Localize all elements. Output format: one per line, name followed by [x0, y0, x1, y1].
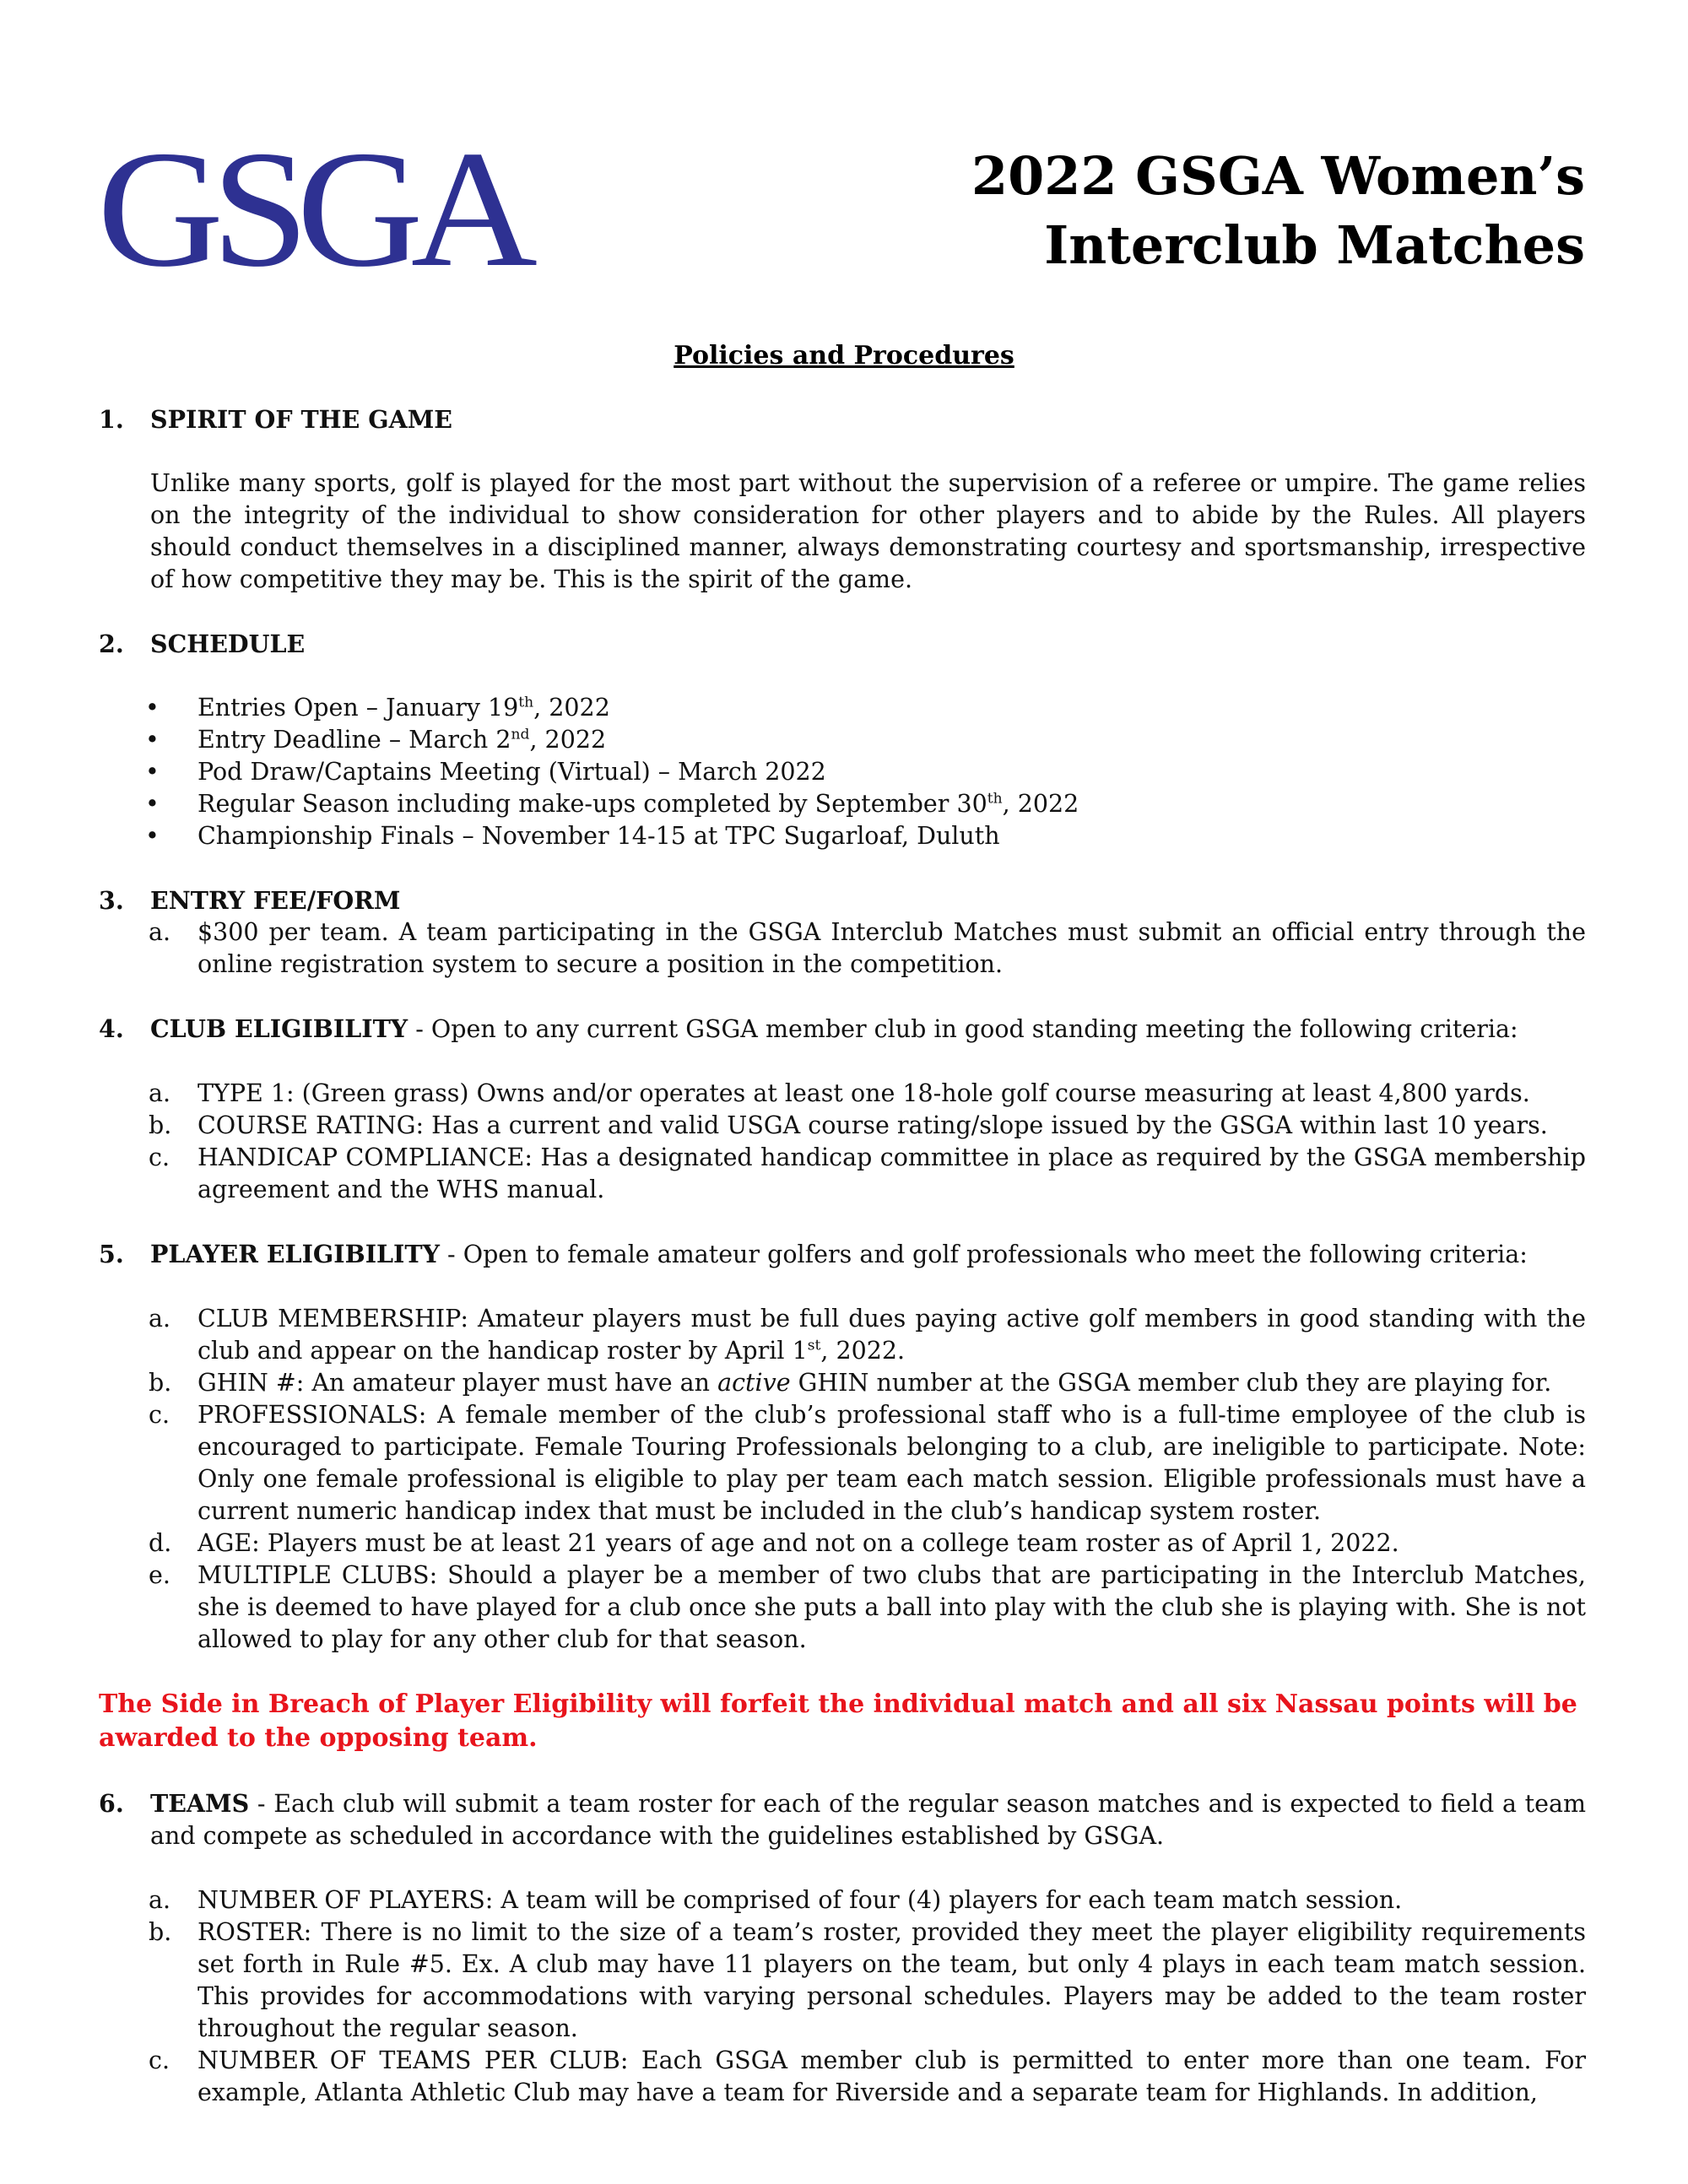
item-text-end: , 2022. — [820, 1337, 906, 1365]
section-club-eligibility — [99, 1013, 1586, 1206]
ordinal-suffix: nd — [511, 726, 530, 743]
item-text: NUMBER OF TEAMS PER CLUB: Each GSGA member club is permitted to enter more than one team. For example, Atlanta Athletic Club may have a team for Riverside and a separate team for Highlands. In addition, — [197, 2046, 1586, 2106]
item-text: Entry Deadline – March 2 — [197, 726, 511, 754]
section-teams — [99, 1787, 1586, 2109]
list-item — [145, 820, 1586, 852]
item-letter: b. — [149, 1111, 172, 1139]
bullet-icon: • — [145, 726, 160, 754]
item-letter: d. — [149, 1529, 172, 1557]
list-item — [149, 1399, 1586, 1527]
bullet-icon: • — [145, 790, 160, 818]
item-text: Regular Season including make-ups completed by September 30 — [197, 790, 987, 818]
section-title: PLAYER ELIGIBILITY — [150, 1240, 440, 1268]
bullet-icon: • — [145, 758, 160, 786]
list-item — [149, 1916, 1586, 2045]
eligibility-warning: The Side in Breach of Player Eligibility will forfeit the individual match and all six Nassau points will be awarded to the opposing team. — [99, 1689, 1577, 1753]
entry-fee-list — [149, 916, 1586, 981]
gsga-logo: GSGA — [97, 116, 526, 301]
item-text: Entries Open – January 19 — [197, 694, 519, 722]
list-item — [149, 1884, 1586, 1916]
list-item — [149, 1078, 1586, 1110]
list-item — [145, 724, 1586, 756]
item-text: HANDICAP COMPLIANCE: Has a designated handicap committee in place as required by the GSGA membership agreement and the WHS manual. — [197, 1143, 1586, 1203]
section-title: TEAMS — [150, 1789, 250, 1818]
ordinal-suffix: th — [987, 790, 1003, 808]
list-item — [149, 1560, 1586, 1656]
item-letter: a. — [149, 1886, 171, 1914]
section-paragraph: Unlike many sports, golf is played for the most part without the supervision of a referee or umpire. The game relies on the integrity of the individual to show consideration for other players and to abide by the Rules. All players should conduct themselves in a disciplined manner, always demonstrating courtesy and sportsmanship, irrespective of how competitive they may be. This is the spirit of the game. — [150, 469, 1586, 593]
item-letter: e. — [149, 1561, 170, 1589]
bullet-icon: • — [145, 694, 160, 722]
list-item — [145, 788, 1586, 820]
item-text: NUMBER OF PLAYERS: A team will be comprised of four (4) players for each team match session. — [197, 1886, 1403, 1914]
list-item — [145, 756, 1586, 788]
emphasis: active — [717, 1369, 791, 1397]
section-heading — [99, 1787, 1586, 1852]
item-text-start: CLUB MEMBERSHIP: Amateur players must be full dues paying active golf members in good standing with the club and appear on the handicap roster by April 1 — [197, 1305, 1586, 1365]
section-number: 6. — [99, 1789, 124, 1818]
item-text: $300 per team. A team participating in the GSGA Interclub Matches must submit an official entry through the online registration system to secure a position in the competition. — [197, 918, 1586, 978]
item-letter: a. — [149, 1305, 171, 1333]
section-entry-fee — [99, 884, 1586, 981]
item-letter: a. — [149, 918, 171, 946]
section-spirit-of-the-game — [99, 403, 1586, 596]
section-heading — [99, 1013, 1586, 1046]
section-heading — [99, 884, 1586, 916]
list-item — [149, 1303, 1586, 1367]
club-eligibility-list — [149, 1078, 1586, 1206]
section-lead: - Open to female amateur golfers and golf professionals who meet the following criteria: — [439, 1241, 1528, 1268]
list-item — [149, 1527, 1586, 1560]
section-heading — [99, 628, 1586, 660]
section-number: 2. — [99, 630, 124, 658]
item-text — [197, 1367, 1586, 1399]
section-number: 4. — [99, 1014, 124, 1043]
section-title: ENTRY FEE/FORM — [150, 886, 401, 915]
item-text: Pod Draw/Captains Meeting (Virtual) – March 2022 — [197, 758, 826, 786]
item-text-end: , 2022 — [529, 726, 607, 754]
title-line-2: Interclub Matches — [1044, 214, 1585, 276]
list-item — [149, 1110, 1586, 1142]
section-number: 5. — [99, 1240, 124, 1268]
section-title: SPIRIT OF THE GAME — [150, 405, 452, 434]
title-line-1: 2022 GSGA Women’s — [971, 145, 1585, 207]
section-heading — [99, 403, 1586, 435]
schedule-list — [145, 692, 1586, 852]
item-letter: b. — [149, 1369, 172, 1397]
document-body — [99, 403, 1586, 2109]
item-text: COURSE RATING: Has a current and valid USGA course rating/slope issued by the GSGA within last 10 years. — [197, 1111, 1548, 1139]
item-letter: a. — [149, 1079, 171, 1107]
list-item — [149, 916, 1586, 981]
ordinal-suffix: th — [518, 694, 534, 711]
section-lead: - Open to any current GSGA member club in good standing meeting the following criteria: — [408, 1015, 1518, 1043]
item-letter: c. — [149, 1143, 170, 1171]
list-item — [149, 1367, 1586, 1399]
item-letter: c. — [149, 1401, 170, 1429]
section-title: CLUB ELIGIBILITY — [150, 1014, 408, 1043]
section-number: 3. — [99, 886, 124, 915]
teams-list — [149, 1884, 1586, 2109]
ordinal-suffix: st — [807, 1337, 821, 1354]
item-text: ROSTER: There is no limit to the size of a team’s roster, provided they meet the player eligibility requirements set forth in Rule #5. Ex. A club may have 11 players on the team, but only 4 plays in each team match session. This provides for accommodations with varying personal schedules. Players may be added to the team roster throughout the regular season. — [197, 1918, 1586, 2042]
item-text: PROFESSIONALS: A female member of the club’s professional staff who is a full-time employee of the club is encouraged to participate. Female Touring Professionals belonging to a club, are ineligible to participate. Note: Only one female professional is eligible to play per team each match session. Eligible professionals must have a current numeric handicap index that must be included in the club’s handicap system roster. — [197, 1401, 1586, 1525]
item-text-end: , 2022 — [1002, 790, 1079, 818]
item-text-end: GHIN number at the GSGA member club they are playing for. — [790, 1369, 1552, 1397]
policies-heading: Policies and Procedures — [674, 341, 1014, 370]
section-title: SCHEDULE — [150, 630, 306, 658]
item-text — [197, 1303, 1586, 1367]
item-text-start: GHIN #: An amateur player must have an — [197, 1369, 718, 1397]
item-text: AGE: Players must be at least 21 years of age and not on a college team roster as of April 1, 2022. — [197, 1529, 1399, 1557]
player-eligibility-list — [149, 1303, 1586, 1656]
item-text-end: , 2022 — [533, 694, 610, 722]
list-item — [145, 692, 1586, 724]
list-item — [149, 1142, 1586, 1206]
section-player-eligibility — [99, 1238, 1586, 1656]
item-text: MULTIPLE CLUBS: Should a player be a member of two clubs that are participating in the Interclub Matches, she is deemed to have played for a club once she puts a ball into play with the club she is playing with. She is not allowed to play for any other club for that season. — [197, 1561, 1586, 1653]
item-letter: b. — [149, 1918, 172, 1946]
section-heading — [99, 1238, 1586, 1271]
item-text: Championship Finals – November 14-15 at TPC Sugarloaf, Duluth — [197, 822, 1000, 850]
item-letter: c. — [149, 2046, 170, 2074]
section-lead: - Each club will submit a team roster for each of the regular season matches and is expected to field a team and compete as scheduled in accordance with the guidelines established by GSGA. — [150, 1790, 1586, 1850]
item-text: TYPE 1: (Green grass) Owns and/or operates at least one 18-hole golf course measuring at least 4,800 yards. — [197, 1079, 1530, 1107]
document-title — [971, 142, 1585, 280]
list-item — [149, 2045, 1586, 2109]
section-schedule — [99, 628, 1586, 852]
section-number: 1. — [99, 405, 124, 434]
bullet-icon: • — [145, 822, 160, 850]
